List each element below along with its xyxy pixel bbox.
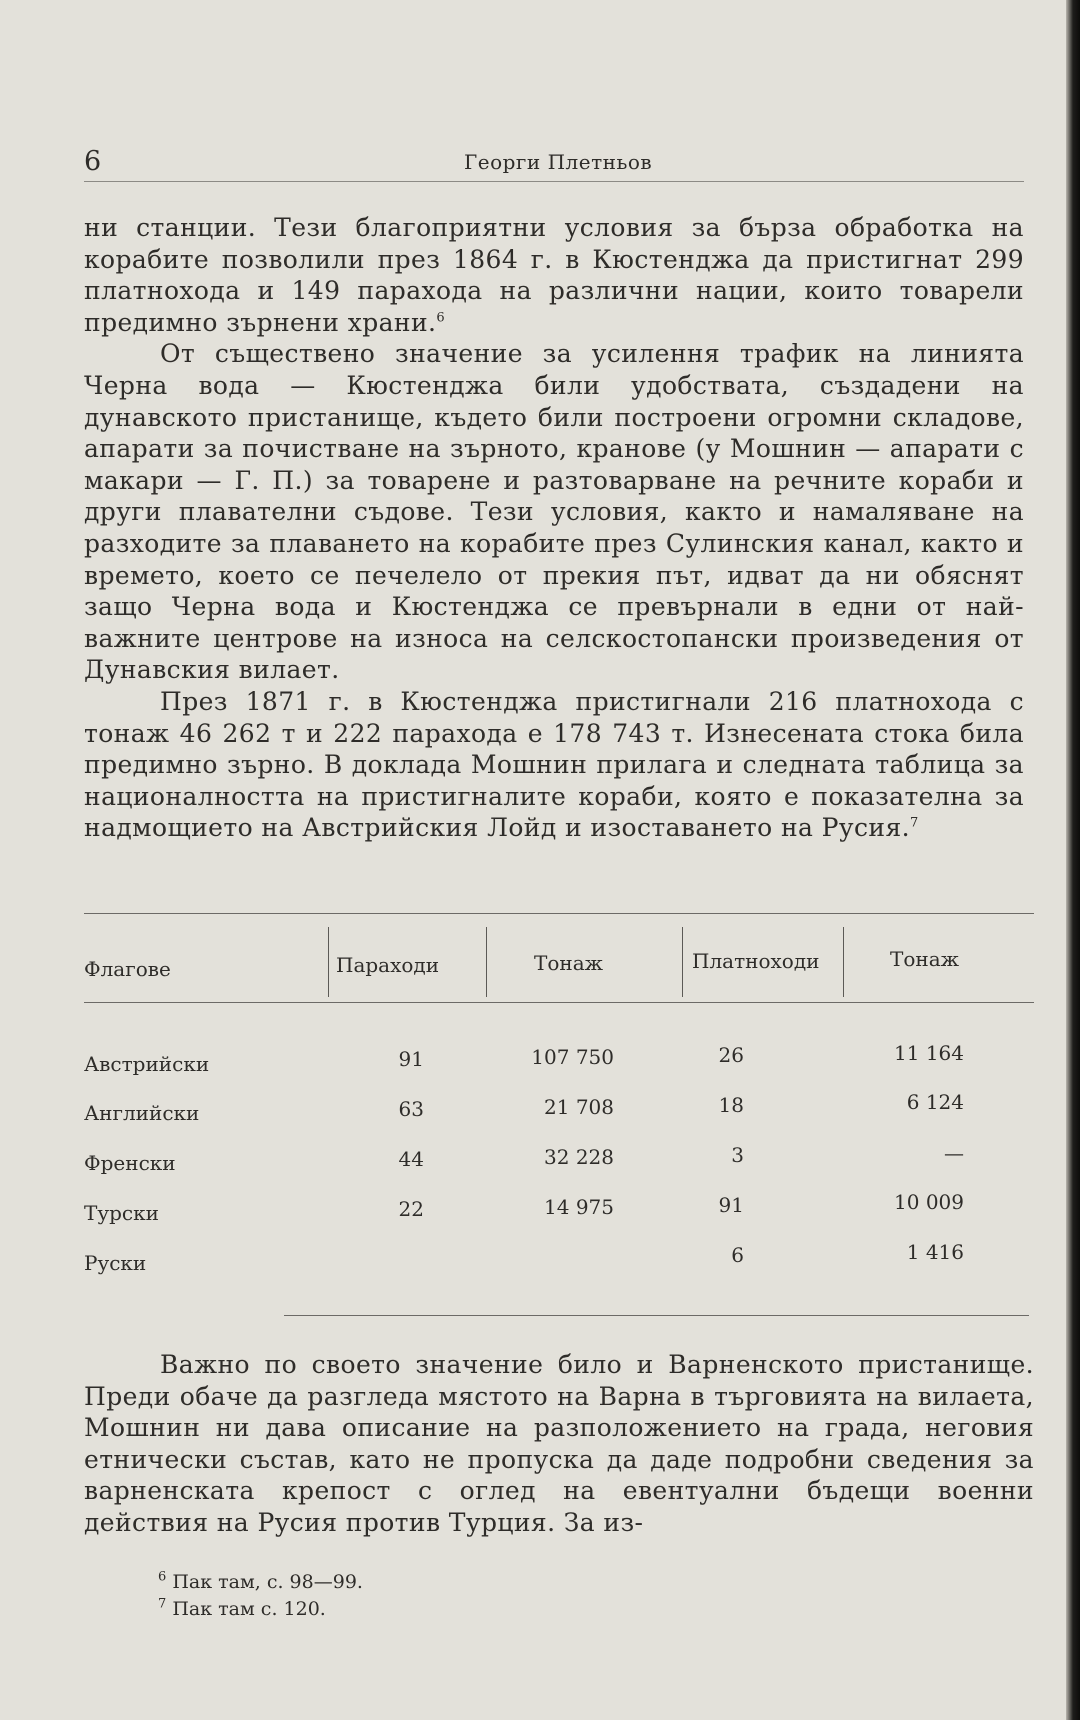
header-tonnage-sailers: Тонаж — [890, 947, 960, 971]
table-cell: 3 — [731, 1143, 744, 1167]
header-tonnage-steamers: Тонаж — [534, 951, 604, 975]
page-edge-shadow — [1066, 0, 1080, 1720]
footnotes — [158, 1569, 363, 1623]
table-bottom-rule — [284, 1315, 1029, 1316]
table-cell-flag: Турски — [84, 1201, 159, 1225]
table-cell: — — [944, 1141, 964, 1165]
column-divider — [328, 927, 329, 997]
table-cell: 63 — [398, 1097, 424, 1121]
header-flags: Флагове — [84, 957, 171, 981]
header-steamers: Параходи — [336, 953, 440, 977]
table-header-rule — [84, 1002, 1034, 1003]
lower-text — [84, 1349, 1034, 1539]
main-text — [84, 212, 1024, 844]
table-cell: 44 — [398, 1147, 424, 1171]
table-cell: 21 708 — [544, 1095, 614, 1119]
header-sailers: Платноходи — [692, 949, 820, 973]
paragraph-3: През 1871 г. в Кюстенджа пристигнали 216 платнохода с тонаж 46 262 т и 222 парахода е 178 743 т. Изнесената стока била предимно зърно. В доклада Мошнин прилага и следната таблица за националността на пристигналите кораби, която е показателна за надмощието на Австрийския Лойд и изоставането на Русия.$^7$ — [84, 686, 1024, 843]
paragraph-2: От съществено значение за усилення трафик на линията Черна вода — Кюстенджа били удобствата, създадени на дунавското пристанище, където били построени огромни складове, апарати за почистване на зърното, кранове (у Мошнин — апарати с макари — Г. П.) за товарене и разтоварване на речните кораби и други плавателни съдове. Тези условия, както и намаляване на разходите за плаването на корабите през Сулинския канал, както и времето, което се печелело от прекия път, идват да ни обяснят защо Черна вода и Кюстенджа се превърнали в едни от най-важните центрове на износа на селскостопански произведения от Дунавския вилает. — [84, 339, 1024, 685]
table-cell-flag: Австрийски — [84, 1052, 210, 1076]
table-cell: 11 164 — [894, 1041, 964, 1065]
page-number: 6 — [84, 146, 102, 177]
table-cell: 10 009 — [894, 1190, 964, 1214]
footnote-6: $^6$ Пак там, с. 98—99. — [158, 1569, 363, 1593]
table-cell: 6 124 — [906, 1090, 964, 1114]
table-cell: 91 — [718, 1193, 744, 1217]
table-cell: 14 975 — [544, 1195, 614, 1219]
page-header — [84, 146, 1024, 182]
column-divider — [682, 927, 683, 997]
footnote-ref-6: 6 — [436, 310, 446, 326]
table-cell: 22 — [398, 1197, 424, 1221]
column-divider — [843, 927, 844, 997]
table-top-rule — [84, 913, 1034, 914]
table-cell: 6 — [731, 1243, 744, 1267]
column-divider — [486, 927, 487, 997]
ships-table — [84, 913, 1034, 1318]
table-cell: 26 — [718, 1043, 744, 1067]
footnote-ref-7: 7 — [909, 815, 919, 831]
table-cell-flag: Френски — [84, 1151, 176, 1175]
header-rule — [84, 181, 1024, 182]
paragraph-4: Важно по своето значение било и Варненското пристанище. Преди обаче да разгледа мястото на Варна в търговията на вилаета, Мошнин ни дава описание на разположението на града, неговия етнически състав, като не пропуска да даде подробни сведения за варненската крепост с оглед на евентуални бъдещи военни действия на Русия против Турция. За из- — [84, 1350, 1034, 1537]
table-cell: 32 228 — [544, 1145, 614, 1169]
running-head: Георги Плетньов — [464, 150, 653, 174]
table-cell-flag: Английски — [84, 1101, 200, 1125]
table-cell: 18 — [718, 1093, 744, 1117]
table-cell: 107 750 — [531, 1045, 614, 1069]
table-cell: 91 — [398, 1047, 424, 1071]
table-cell: 1 416 — [906, 1240, 964, 1264]
footnote-7: $^7$ Пак там с. 120. — [158, 1596, 326, 1620]
table-cell-flag: Руски — [84, 1251, 147, 1275]
paragraph-1: ни станции. Тези благоприятни условия за бърза обработка на корабите позволили през 1864 г. в Кюстенджа да пристигнат 299 платнохода и 149 парахода на различни нации, които товарели предимно зърнени храни.$^6$ — [84, 213, 1024, 337]
